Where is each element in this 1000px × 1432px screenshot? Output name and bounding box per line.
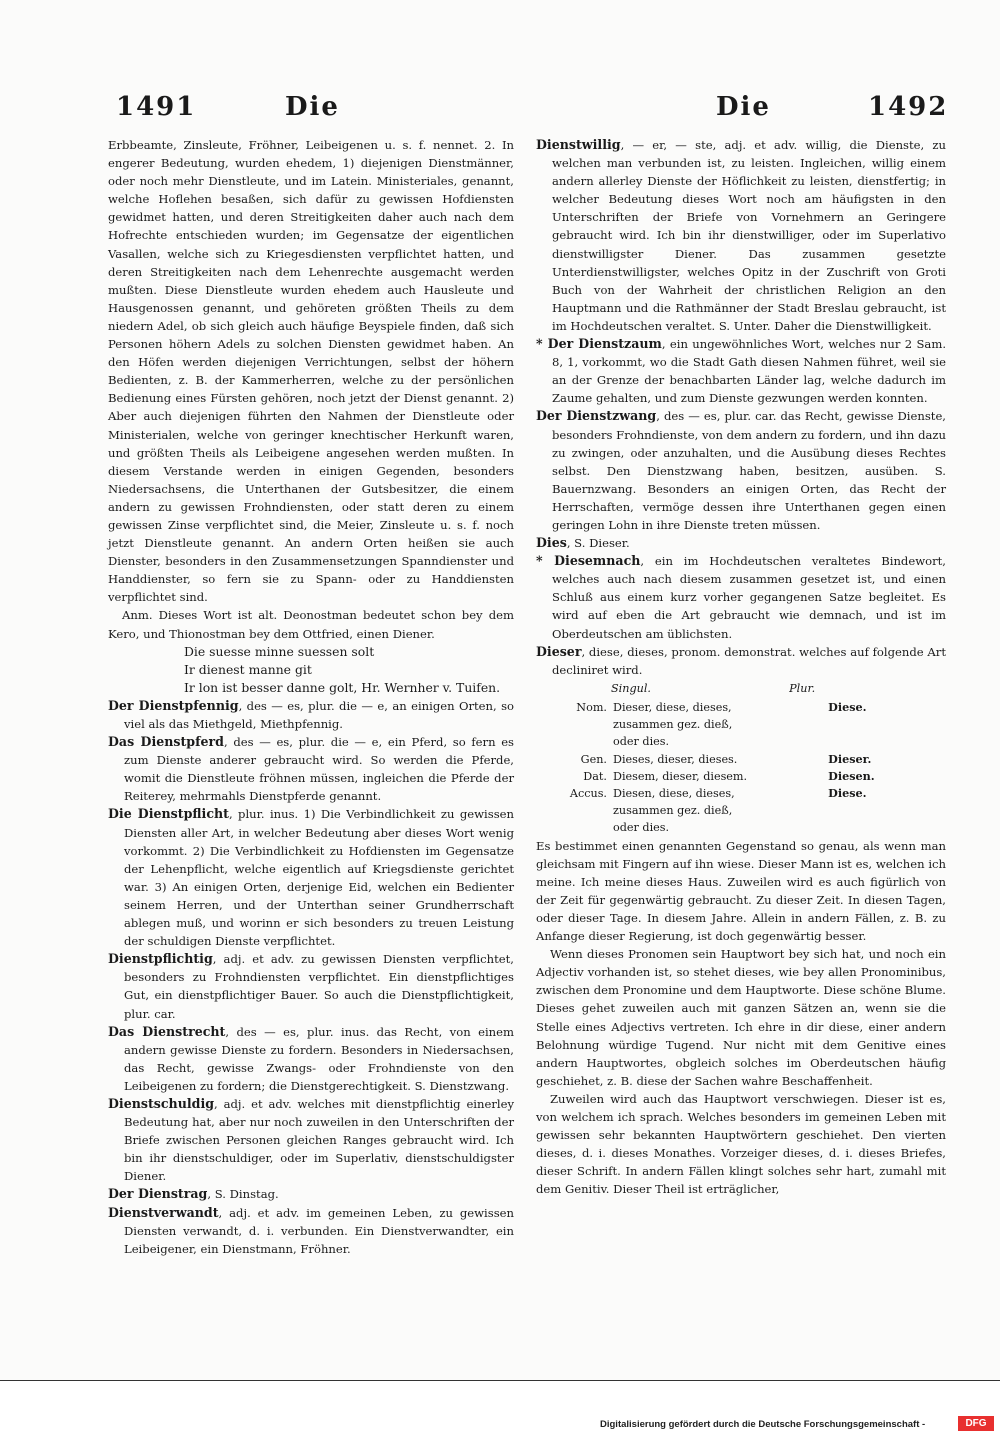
verse-line: Ir dienest manne git xyxy=(184,661,312,677)
verse-line: Die suesse minne suessen solt xyxy=(184,643,375,659)
case-label xyxy=(550,819,610,836)
plural-form: Diese. xyxy=(828,786,867,801)
declension-row xyxy=(550,785,902,802)
paragraph: Zuweilen wird auch das Hauptwort verschwiegen. Dieser ist es, von welchem ich sprach. Welches besonders im gemeinen Leben mit gewissen sehr bekannten Hauptwörtern geschiehet. Den vierten dieses, d. i. dieses Monathes. Vorzeiger dieses, d. i. dieses Briefes, dieser Schrift. In andern Fällen klingt solches sehr hart, zumahl mit dem Genitiv. Dieser Theil ist erträglicher, xyxy=(536,1091,946,1197)
dictionary-entry: Dienstwillig, — er, — ste, adj. et adv. willig, die Dienste, zu welchen man verbunden ist, zu leisten. Ingleichen, willig einem andern allerley Dienste der Höflichkeit zu leisten, dienstfertig; in welcher Bedeutung dieses Wort noch am häufigsten in den Unterschriften der Briefe von Vornehmern an Geringere gebraucht wird. Ich bin ihr dienstwilliger, oder im Superlativo dienstwilligster Diener. Das zusammen gesetzte Unterdienstwilligster, welches Opitz in der Zuschrift von Groti Buch von der Wahrheit der christlichen Religion an den Hauptmann und die Rathmänner der Stadt Breslau gebraucht, ist im Hochdeutschen veraltet. S. Unter. Daher die Dienstwilligkeit. xyxy=(536,137,946,333)
case-label: Dat. xyxy=(583,769,607,783)
headword: Die Dienstpflicht xyxy=(108,806,229,822)
right-page-number: 1492 xyxy=(868,92,949,122)
case-label: Nom. xyxy=(576,701,607,715)
dfg-logo: DFG xyxy=(958,1416,994,1431)
headword: Dienstwillig xyxy=(536,137,621,152)
singular-form: zusammen gez. dieß, xyxy=(613,804,733,818)
case-label xyxy=(550,733,610,750)
headword: Der Dienstpfennig xyxy=(108,697,239,713)
page-bottom-rule xyxy=(0,1380,1000,1381)
dictionary-entry: Dienstpflichtig, adj. et adv. zu gewissen Diensten verpflichtet, besonders zu Frohndiensten verpflichtet. Ein dienstpflichtiges Gut, ein dienstpflichtiger Bauer. So auch die Dienstpflichtigkeit, plur. car. xyxy=(108,951,514,1021)
verse-line-attribution: Ir lon ist besser danne golt, Hr. Wernher v. Tuifen. xyxy=(184,679,501,695)
case-label: Gen. xyxy=(580,752,607,766)
dictionary-entry: * Diesemnach, ein im Hochdeutschen veraltetes Bindewort, welches auch nach diesem zusammen gesetzet ist, und einen Schluß aus einem kurz vorher gegangenen Satze begleitet. Es wird auf eben die Art gebraucht wie demnach, und ist im Oberdeutschen am üblichsten. xyxy=(536,553,946,641)
dictionary-entry: Der Dienstrag, S. Dinstag. xyxy=(108,1186,279,1202)
declension-table xyxy=(550,679,902,837)
headword: Das Dienstrecht xyxy=(108,1023,226,1039)
plural-form xyxy=(788,733,902,750)
singular-form: Dieses, dieser, dieses. xyxy=(613,752,738,766)
plural-form: Dieser. xyxy=(828,751,872,766)
singular-form: Dieser, diese, dieses, xyxy=(613,701,732,715)
singular-form: oder dies. xyxy=(613,821,670,835)
declension-row xyxy=(550,733,902,750)
declension-row xyxy=(550,802,902,819)
declension-row xyxy=(550,819,902,836)
dictionary-entry: Dienstschuldig, adj. et adv. welches mit dienstpflichtig einerley Bedeutung hat, aber nur noch zuweilen in den Unterschriften der Briefe zwischen Personen gleichen Ranges gebraucht wird. Ich bin ihr dienstschuldiger, oder im Superlativ, dienstschuldigster Diener. xyxy=(108,1095,514,1184)
plural-form xyxy=(788,819,902,836)
headword: Der Dienstzwang xyxy=(536,408,657,424)
left-column xyxy=(108,136,514,1258)
paragraph: Es bestimmet einen genannten Gegenstand so genau, als wenn man gleichsam mit Fingern auf ihn wiese. Dieser Mann ist es, welchen ich meine. Ich meine dieses Haus. Zuweilen wird es auch figürlich von der Zeit für gegenwärtig gebraucht. Zu dieser Zeit. In diesen Tagen, oder dieser Tage. In diesem Jahre. Allein in andern Fällen, z. B. zu Anfange dieser Regierung, ist doch gegenwärtig besser. xyxy=(536,838,946,944)
annotation-note: Anm. Dieses Wort ist alt. Deonostman bedeutet schon bey dem Kero, und Thionostman bey dem Ottfried, einen Diener. xyxy=(108,608,514,641)
plural-form: Diese. xyxy=(828,700,867,715)
paragraph: Erbbeamte, Zinsleute, Fröhner, Leibeigenen u. s. f. nennet. 2. In engerer Bedeutung, wurden ehedem, 1) diejenigen Dienstmänner, oder noch mehr Dienstleute, und im Latein. Ministeriales, genannt, welche Hoflehen besaßen, sich dafür zu gewissen Hofdiensten gewidmet hatten, und deren Streitigkeiten daher auch nach dem Hofrechte entschieden wurden; im Gegensatze der eigentlichen Vasallen, welche sich zu Kriegesdiensten verpflichtet hatten, und deren Streitigkeiten nach dem Lehenrechte ausgemacht werden mußten. Diese Dienstleute wurden ehedem auch Hausleute und Hausgenossen genannt, und gehöreten größten Theils zu dem niedern Adel, ob sich gleich auch häufige Beyspiele finden, daß sich Personen höhern Adels zu solchen Diensten gewidmet haben. An den Höfen werden diejenigen Verrichtungen, selbst der höhern Bedienten, z. B. der Kammerherren, welche zu der persönlichen Bedienung eines Fürsten gehören, noch jetzt der Dienst genannt. 2) Aber auch diejenigen führten den Nahmen der Dienstleute oder Ministerialen, welche von geringer knechtischer Herkunft waren, und größten Theils als Leibeigene angesehen werden mußten. In diesem Verstande werden in einigen Gegenden, besonders Niedersachsens, die Unterthanen der Gutsbesitzer, die einem andern zu gewissen Frohndiensten, oder statt deren zu einem gewissen Zinse verpflichtet sind, die Meier, Zinsleute u. s. f. noch jetzt Dienstleute genannt. An andern Orten heißen sie auch Dienster, besonders in den Zusammensetzungen Spanndienster und Handdienster, so fern sie zu Spann- oder zu Handdiensten verpflichtet sind. xyxy=(108,138,514,605)
dictionary-entry: Dies, S. Dieser. xyxy=(536,535,630,551)
paragraph: Wenn dieses Pronomen sein Hauptwort bey sich hat, und noch ein Adjectiv vorhanden ist, so stehet dieses, wie bey allen Pronominibus, zwischen dem Pronomine und dem Hauptworte. Diese schöne Blume. Dieses gehet zuweilen auch mit ganzen Sätzen an, wenn sie die Stelle eines Adjectivs vertreten. Ich ehre in dir diese, einer andern Belohnung würdige Tugend. Nur nicht mit dem Genitive eines andern Hauptwortes, obgleich solches im Oberdeutschen häufig geschiehet, z. B. diese der Sachen wahre Beschaffenheit. xyxy=(536,947,946,1088)
dictionary-entry: Dienstverwandt, adj. et adv. im gemeinen Leben, zu gewissen Diensten verwandt, d. i. verbunden. Ein Dienstverwandter, ein Leibeigener, ein Dienstmann, Fröhner. xyxy=(108,1204,514,1256)
headword: Dienstpflichtig xyxy=(108,951,213,967)
right-column-continuation xyxy=(536,837,946,1199)
headword: * Diesemnach xyxy=(536,553,641,569)
headword: Das Dienstpferd xyxy=(108,734,224,750)
dictionary-entry: Dieser, diese, dieses, pronom. demonstrat. welches auf folgende Art decliniret wird. xyxy=(536,643,946,677)
headword: Dies xyxy=(536,535,567,551)
declension-row xyxy=(550,768,902,785)
left-running-head: Die xyxy=(285,92,340,122)
declension-row xyxy=(550,716,902,733)
case-label xyxy=(550,716,610,733)
dictionary-entry: * Der Dienstzaum, ein ungewöhnliches Wort, welches nur 2 Sam. 8, 1, vorkommt, wo die Stadt Gath diesen Nahmen führet, weil sie an der Grenze der benachbarten Länder lag, welche dadurch im Zaume gehalten, und zum Dienste gezwungen werden konnten. xyxy=(536,336,947,406)
headword: * Der Dienstzaum xyxy=(536,336,662,352)
right-running-head: Die xyxy=(716,92,771,122)
declension-row xyxy=(550,699,902,716)
right-column-entries xyxy=(536,136,946,679)
headword: Dienstverwandt xyxy=(108,1204,219,1220)
plural-form xyxy=(788,802,902,819)
case-label: Accus. xyxy=(569,787,607,801)
footer-credit: Digitalisierung gefördert durch die Deutsche Forschungsgemeinschaft - xyxy=(600,1419,926,1430)
singular-form: Diesen, diese, dieses, xyxy=(613,787,735,801)
plural-header: Plur. xyxy=(789,681,816,695)
plural-form xyxy=(788,716,902,733)
right-column xyxy=(536,136,946,1199)
singular-header: Singul. xyxy=(611,681,651,695)
dictionary-entry: Der Dienstzwang, des — es, plur. car. das Recht, gewisse Dienste, besonders Frohndienste, von dem andern zu fordern, und ihn dazu zu zwingen, oder anzuhalten, und die Ausübung dieses Rechtes selbst. Den Dienstzwang haben, besitzen, ausüben. S. Bauernzwang. Besonders an einigen Orten, das Recht der Herrschaften, vermöge dessen ihre Unterthanen gegen einen geringen Lohn in ihre Dienste treten müssen. xyxy=(536,408,946,532)
plural-form: Diesen. xyxy=(828,768,875,783)
singular-form: Diesem, dieser, diesem. xyxy=(613,769,748,783)
headword: Dieser xyxy=(536,643,582,659)
singular-form: oder dies. xyxy=(613,735,670,749)
dictionary-entry: Das Dienstpferd, des — es, plur. die — e, ein Pferd, so fern es zum Dienste anderer gebraucht wird. So werden die Pferde, womit die Dienstleute fröhnen müssen, ingleichen die Pferde der Reiterey, mehrmahls Dienstpferde genannt. xyxy=(108,734,515,804)
headword: Dienstschuldig xyxy=(108,1095,215,1111)
left-page-number: 1491 xyxy=(116,92,197,122)
dictionary-entry: Die Dienstpflicht, plur. inus. 1) Die Verbindlichkeit zu gewissen Diensten aller Art, in welcher Bedeutung aber dieses Wort wenig vorkommt. 2) Die Verbindlichkeit zu Hofdiensten im Gegensatze der Lehenpflicht, welche eigentlich auf Kriegsdienste gerichtet war. 3) An einigen Orten, derjenige Eid, welchen ein Bedienter seinem Herren, und der Unterthan seiner Grundherrschaft ablegen muß, und worinn er sich besonders zu treuen Leistung der schuldigen Dienste verpflichtet. xyxy=(108,806,514,949)
declension-row xyxy=(550,751,902,768)
singular-form: zusammen gez. dieß, xyxy=(613,718,733,732)
headword: Der Dienstrag xyxy=(108,1186,208,1202)
dictionary-entry: Der Dienstpfennig, des — es, plur. die — e, an einigen Orten, so viel als das Miethgeld, Miethpfennig. xyxy=(108,697,515,731)
dictionary-entry: Das Dienstrecht, des — es, plur. inus. das Recht, von einem andern gewisse Dienste zu fordern. Besonders in Niedersachsen, das Recht, gewisse Zwangs- oder Frohndienste von den Leibeigenen zu fordern; die Dienstgerechtigkeit. S. Dienstzwang. xyxy=(108,1023,514,1093)
case-label xyxy=(550,802,610,819)
